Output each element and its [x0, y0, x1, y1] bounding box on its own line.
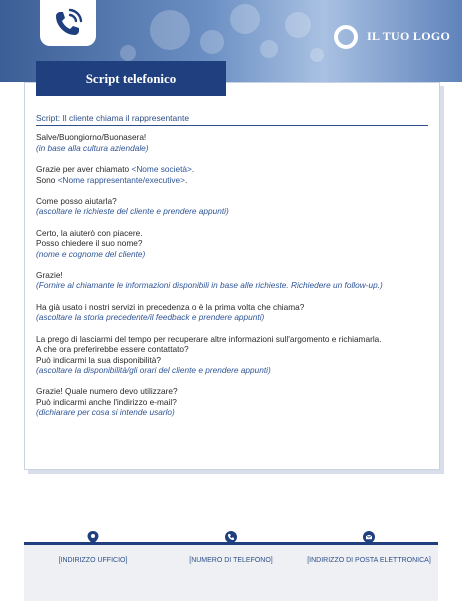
- rep-name-placeholder: <Nome rappresentante/executive>: [57, 174, 185, 185]
- script-line: Ha già usato i nostri servizi in precedenza o è la prima volta che chiama?: [36, 301, 305, 312]
- script-block-history: [36, 302, 428, 323]
- script-text: .: [185, 174, 188, 185]
- script-block-contact: [36, 386, 428, 417]
- script-block-help: [36, 196, 428, 217]
- bokeh-decoration: [310, 48, 324, 62]
- script-text: .: [191, 164, 195, 175]
- company-name-placeholder: <Nome società>: [131, 164, 192, 175]
- script-block-greeting: [36, 132, 428, 153]
- email-address-label: [INDIRIZZO DI POSTA ELETTRONICA]: [307, 557, 431, 564]
- bokeh-decoration: [260, 40, 278, 58]
- phone-icon: [225, 531, 237, 543]
- script-block-callback: [36, 334, 428, 376]
- script-line: Come posso aiutarla?: [36, 196, 117, 207]
- script-content: [36, 113, 428, 429]
- bokeh-decoration: [150, 10, 190, 50]
- script-block-name: [36, 228, 428, 259]
- script-line: Salve/Buongiorno/Buonasera!: [36, 132, 147, 143]
- script-note: (ascoltare la disponibilità/gli orari del cliente e prendere appunti): [36, 364, 271, 375]
- script-line: A che ora preferirebbe essere contattato?: [36, 344, 189, 355]
- script-note: (dichiarare per cosa si intende usarlo): [36, 407, 175, 418]
- phone-icon: [51, 6, 85, 40]
- script-line: Può indicarmi la sua disponibilità?: [36, 354, 161, 365]
- bokeh-decoration: [200, 30, 224, 54]
- script-line: Può indicarmi anche l'indirizzo e-mail?: [36, 396, 177, 407]
- bokeh-decoration: [120, 45, 136, 61]
- phone-icon-box: [40, 0, 96, 46]
- script-block-intro: [36, 164, 428, 185]
- phone-number-label: [NUMERO DI TELEFONO]: [189, 557, 273, 564]
- script-line: Grazie! Quale numero devo utilizzare?: [36, 386, 178, 397]
- script-line: [36, 164, 428, 174]
- location-pin-icon: [87, 531, 99, 544]
- document-title: Script telefonico: [36, 61, 226, 96]
- bokeh-decoration: [285, 12, 311, 38]
- script-note: (ascoltare la storia precedente/il feedback e prendere appunti): [36, 312, 265, 323]
- script-note: (in base alla cultura aziendale): [36, 142, 149, 153]
- script-line: La prego di lasciarmi del tempo per recuperare altre informazioni sull'argomento e richiamarla.: [36, 333, 382, 344]
- bokeh-decoration: [230, 4, 260, 34]
- script-text: Grazie per aver chiamato: [36, 164, 132, 175]
- script-text: Sono: [36, 174, 58, 185]
- office-address-label: [INDIRIZZO UFFICIO]: [58, 557, 128, 564]
- script-line: Grazie!: [36, 270, 63, 281]
- script-line: Posso chiedere il suo nome?: [36, 238, 143, 249]
- script-note: (Fornire al chiamante le informazioni disponibili in base alle richieste. Richiedere un follow-up.): [36, 280, 383, 291]
- logo-ring-icon: [334, 25, 358, 49]
- script-note: (ascoltare le richieste del cliente e prendere appunti): [36, 206, 229, 217]
- footer-band: [24, 542, 438, 601]
- script-line: [36, 175, 428, 185]
- script-line: Certo, la aiuterò con piacere.: [36, 227, 143, 238]
- logo-text: IL TUO LOGO: [367, 29, 451, 43]
- script-note: (nome e cognome del cliente): [36, 248, 146, 259]
- email-icon: [363, 531, 375, 543]
- script-block-thanks: [36, 270, 428, 291]
- script-heading: Script: Il cliente chiama il rappresentante: [36, 113, 428, 126]
